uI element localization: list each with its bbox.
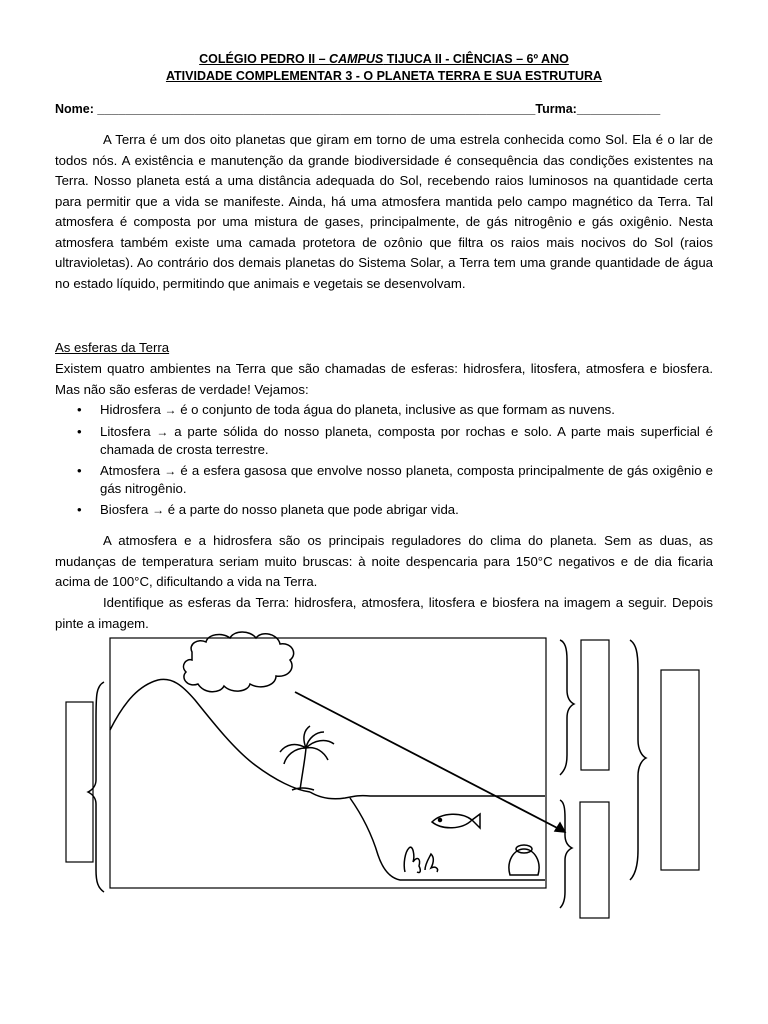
header-line1-post: TIJUCA II - CIÊNCIAS – 6º ANO: [383, 52, 569, 66]
header-line1-pre: COLÉGIO PEDRO II –: [199, 52, 330, 66]
upper-right-brace: [560, 640, 574, 775]
bullet-icon: •: [77, 424, 82, 439]
name-class-line: [55, 102, 660, 116]
pointer-arrowhead-icon: [555, 823, 565, 832]
climate-paragraph-text: A atmosfera e a hidrosfera são os principais reguladores do clima do planeta. Sem as duas, as mudanças de temperatura seriam muito bruscas: à noite despencaria para 150°C negativos e de dia ficaria acima de 100°C, dificultando a vida na Terra.: [55, 533, 713, 589]
header-activity-title: ATIVIDADE COMPLEMENTAR 3 - O PLANETA TERRA E SUA ESTRUTURA: [165, 69, 603, 83]
intro-paragraph-text: A Terra é um dos oito planetas que giram em torno de uma estrela conhecida como Sol. Ela é o lar de todos nós. A existência e manutenção da grande biodiversidade é consequência das condições existentes na Terra. Nosso planeta está a uma distância adequada do Sol, recebendo raios luminosos na quantidade certa para permitir que a vida se manifeste. Ainda, há uma atmosfera mantida pelo campo magnético da Terra. Tal atmosfera é composta por uma mistura de gases, principalmente, de gás nitrogênio e gás oxigênio. Nesta atmosfera também existe uma camada protetora de ozônio que filtra os raios mais nocivos do Sol (raios ultravioletas). Ao contrário dos demais planetas do Sistema Solar, a Terra tem uma grande quantidade de água no estado líquido, permitindo que animais e vegetais se desenvolvam.: [55, 132, 713, 291]
lower-right-brace: [560, 800, 572, 908]
header-line1-italic: CAMPUS: [329, 52, 384, 66]
class-field[interactable]: ____________: [576, 102, 661, 116]
bullet-term: Litosfera: [100, 424, 151, 439]
section-title: As esferas da Terra: [55, 340, 170, 355]
bullet-text: a parte sólida do nosso planeta, composta por rochas e solo. A parte mais superficial é chamada de crosta terrestre.: [100, 424, 713, 457]
bullet-icon: •: [77, 463, 82, 478]
class-label: Turma:: [535, 102, 577, 116]
scene-frame: [110, 638, 546, 888]
instruction-paragraph: [55, 593, 713, 634]
climate-paragraph: [55, 531, 713, 593]
bullet-icon: •: [77, 502, 82, 517]
arrow-right-icon: →: [164, 464, 177, 478]
earth-spheres-diagram: [0, 630, 768, 930]
left-brace: [88, 682, 104, 892]
bullet-text: é a esfera gasosa que envolve nosso planeta, composta principalmente de gás oxigênio e gás nitrogênio.: [100, 463, 714, 496]
answer-box-bottom-right[interactable]: [580, 802, 609, 918]
shell-icon: [509, 845, 539, 875]
list-item: [55, 401, 713, 419]
bullet-text: é a parte do nosso planeta que pode abrigar vida.: [167, 502, 459, 517]
name-label: Nome:: [55, 102, 94, 116]
pointer-arrow-line: [295, 692, 565, 832]
water-surface-line: [310, 792, 545, 799]
arrow-right-icon: →: [152, 503, 165, 517]
seafloor-line: [350, 798, 545, 880]
spheres-list: [55, 401, 713, 523]
bullet-term: Biosfera: [100, 502, 149, 517]
answer-box-left[interactable]: [66, 702, 93, 862]
arrow-right-icon: →: [156, 425, 169, 439]
bullet-text: é o conjunto de toda água do planeta, inclusive as que formam as nuvens.: [180, 402, 615, 417]
mountain-outline: [110, 679, 310, 792]
answer-box-far-right[interactable]: [661, 670, 699, 870]
name-field[interactable]: _______________________________________________________________: [97, 102, 536, 116]
coral-icon: [404, 847, 437, 872]
outer-right-brace: [630, 640, 646, 880]
cloud-icon: [184, 632, 294, 692]
intro-paragraph: [55, 130, 713, 294]
bullet-term: Hidrosfera: [100, 402, 161, 417]
arrow-right-icon: →: [164, 403, 177, 417]
bullet-icon: •: [77, 402, 82, 417]
section-intro: Existem quatro ambientes na Terra que são chamadas de esferas: hidrosfera, litosfera, atmosfera e biosfera. Mas não são esferas de verdade! Vejamos:: [55, 361, 713, 397]
bullet-term: Atmosfera: [100, 463, 161, 478]
palm-tree-icon: [280, 726, 334, 790]
list-item: [55, 501, 713, 519]
instruction-paragraph-text: Identifique as esferas da Terra: hidrosfera, atmosfera, litosfera e biosfera na imagem a seguir. Depois pinte a imagem.: [55, 595, 713, 631]
list-item: [55, 423, 713, 458]
header-school-line: [0, 52, 768, 66]
list-item: [55, 462, 713, 497]
fish-icon: [432, 814, 480, 828]
answer-box-top-right[interactable]: [581, 640, 609, 770]
